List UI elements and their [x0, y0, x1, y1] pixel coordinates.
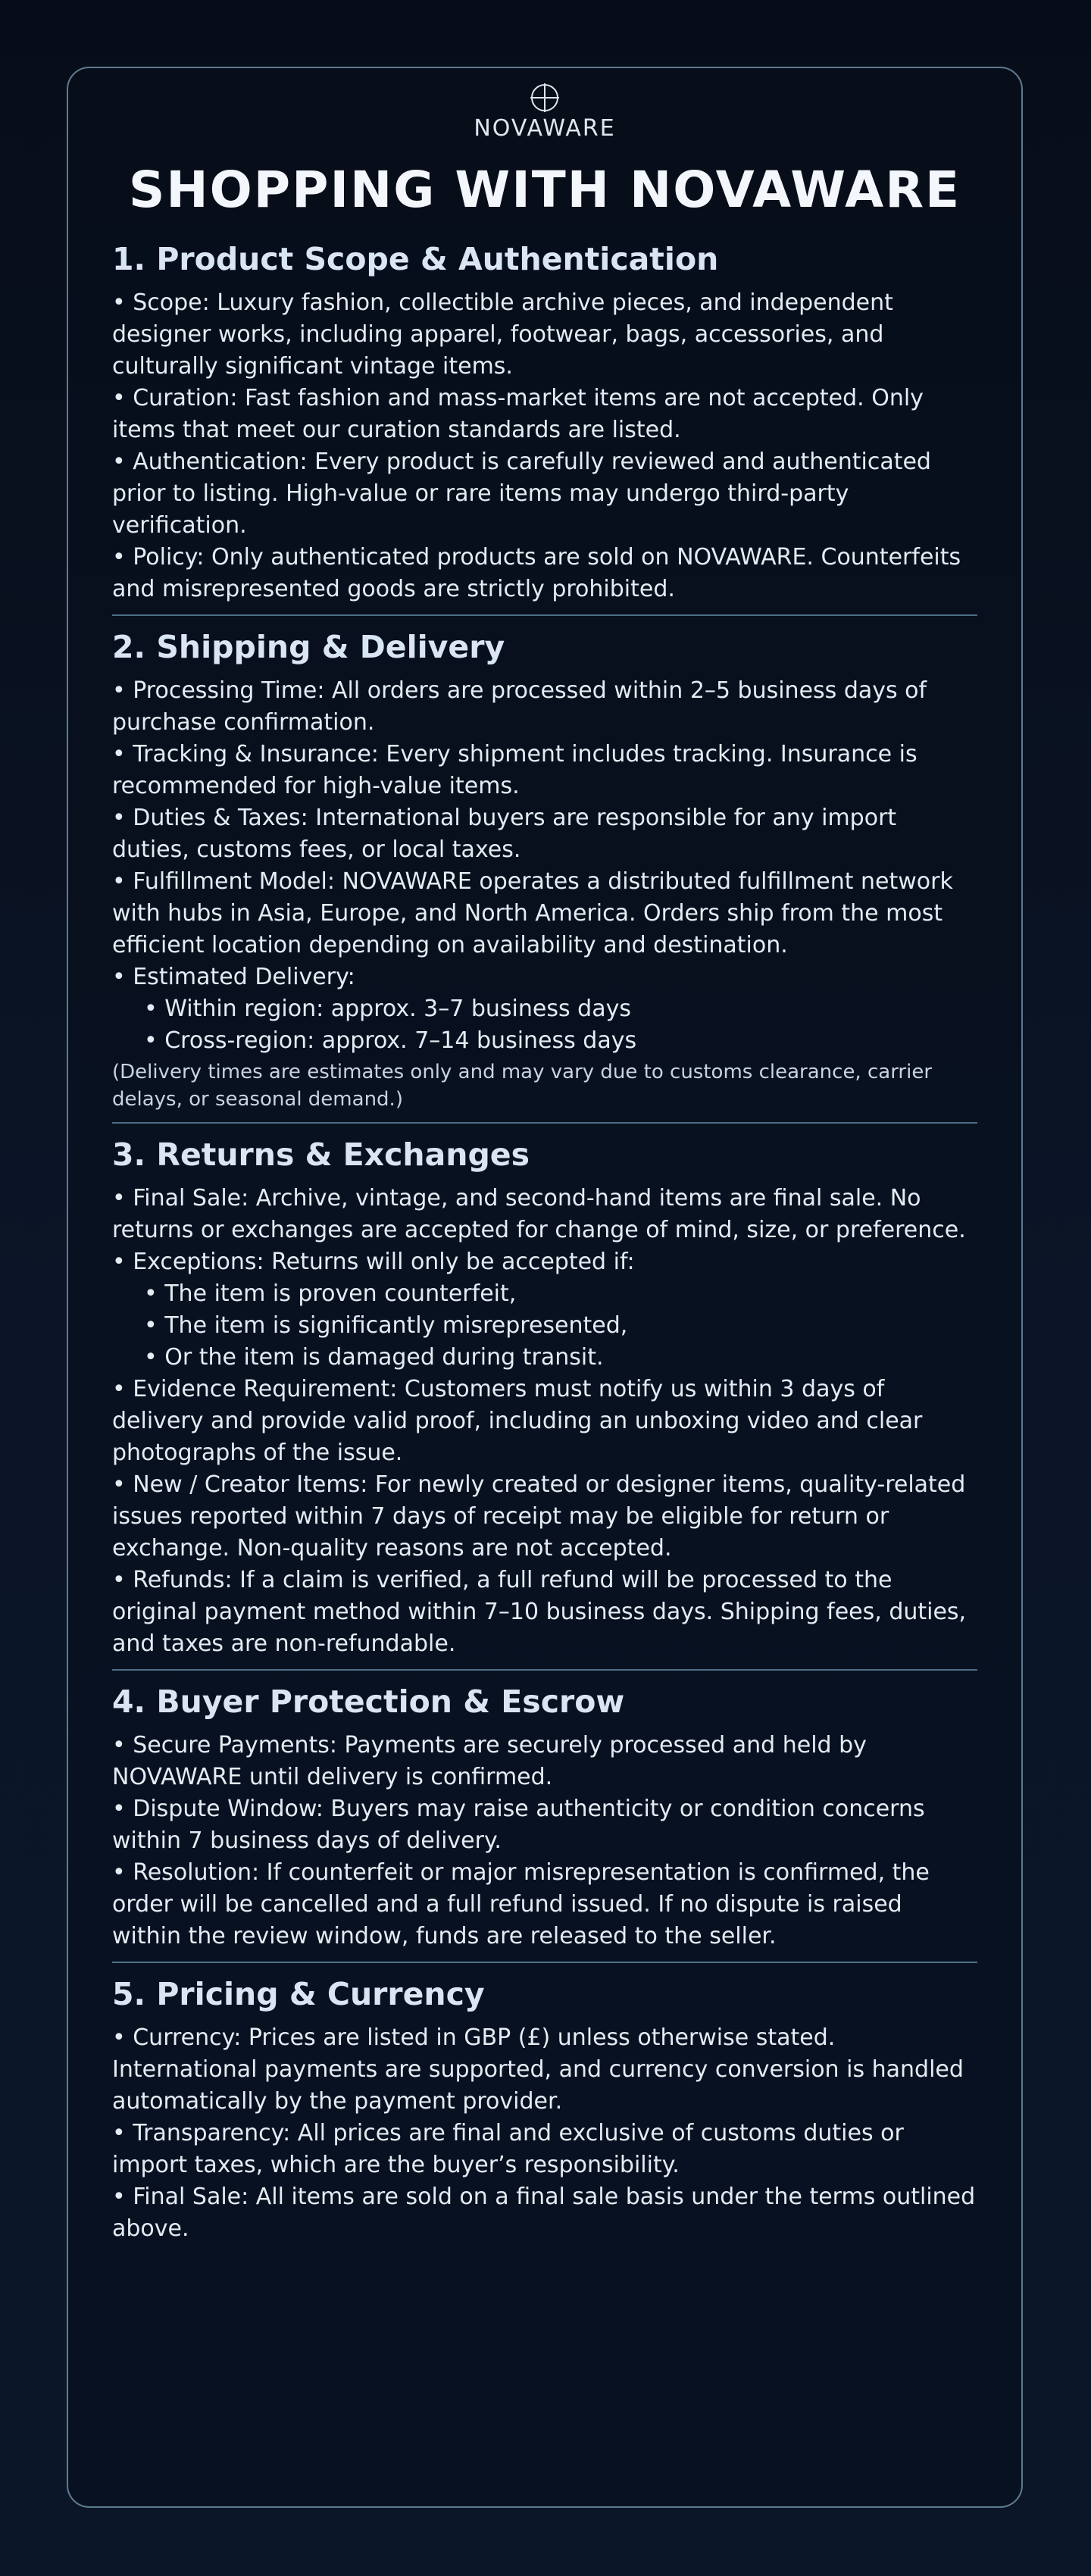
section-title: 1. Product Scope & Authentication [112, 241, 719, 277]
delivery-note: (Delivery times are estimates only and may vary due to customs clearance, carrier delays, or seasonal demand.) [112, 1061, 933, 1111]
policy-item: • Evidence Requirement: Customers must notify us within 3 days of delivery and provide valid proof, including an unboxing video and clear photographs of the issue. [112, 1376, 923, 1466]
section-title: 2. Shipping & Delivery [112, 629, 505, 665]
brand-name: NOVAWARE [474, 115, 616, 142]
policy-item: • Curation: Fast fashion and mass-market items are not accepted. Only items that meet our curation standards are listed. [112, 385, 924, 443]
page-title: SHOPPING WITH NOVAWARE [128, 161, 961, 219]
section-buyer-protection [112, 1669, 977, 1962]
brand-header [68, 82, 1021, 142]
policy-item: • Scope: Luxury fashion, collectible archive pieces, and independent designer works, including apparel, footwear, bags, accessories, and culturally significant vintage items. [112, 289, 893, 380]
policy-item: • Duties & Taxes: International buyers are responsible for any import duties, customs fees, or local taxes. [112, 805, 897, 863]
policy-item: • Processing Time: All orders are processed within 2–5 business days of purchase confirmation. [112, 677, 927, 736]
policy-content [112, 239, 977, 2254]
policy-item: • Dispute Window: Buyers may raise authenticity or condition concerns within 7 business days of delivery. [112, 1796, 925, 1854]
policy-card [67, 67, 1023, 2508]
section-shipping [112, 614, 977, 1122]
policy-item: • Final Sale: Archive, vintage, and second-hand items are final sale. No returns or exchanges are accepted for change of mind, size, or preference. [112, 1185, 966, 1243]
policy-subitem: • The item is proven counterfeit, [144, 1280, 517, 1307]
policy-item: • Tracking & Insurance: Every shipment includes tracking. Insurance is recommended for high-value items. [112, 741, 918, 799]
policy-item: • Refunds: If a claim is verified, a full refund will be processed to the original payment method within 7–10 business days. Shipping fees, duties, and taxes are non-refundable. [112, 1567, 967, 1657]
policy-item: • Final Sale: All items are sold on a final sale basis under the terms outlined above. [112, 2184, 976, 2242]
policy-item: • Estimated Delivery: [112, 964, 355, 990]
policy-item: • Exceptions: Returns will only be accepted if: [112, 1249, 635, 1275]
policy-subitem: • Cross-region: approx. 7–14 business days [144, 1027, 637, 1054]
policy-subitem: • Within region: approx. 3–7 business days [144, 996, 631, 1022]
section-returns [112, 1122, 977, 1669]
policy-subitem: • The item is significantly misrepresented, [144, 1312, 628, 1339]
policy-subitem: • Or the item is damaged during transit. [144, 1344, 604, 1371]
crosshair-globe-icon [529, 82, 561, 114]
policy-item: • Currency: Prices are listed in GBP (£) unless otherwise stated. International payments are supported, and currency conversion is handled automatically by the payment provider. [112, 2024, 964, 2115]
policy-item: • New / Creator Items: For newly created or designer items, quality-related issues reported within 7 days of receipt may be eligible for return or exchange. Non-quality reasons are not accepted. [112, 1471, 966, 1562]
section-product-scope [112, 239, 977, 614]
section-title: 5. Pricing & Currency [112, 1976, 485, 2012]
policy-item: • Fulfillment Model: NOVAWARE operates a distributed fulfillment network with hubs in Asia, Europe, and North America. Orders ship from the most efficient location depending on availability and destination. [112, 868, 953, 958]
policy-item: • Policy: Only authenticated products are sold on NOVAWARE. Counterfeits and misrepresented goods are strictly prohibited. [112, 544, 961, 602]
section-title: 3. Returns & Exchanges [112, 1136, 530, 1173]
policy-item: • Secure Payments: Payments are securely processed and held by NOVAWARE until delivery is confirmed. [112, 1732, 867, 1790]
section-pricing [112, 1962, 977, 2254]
policy-item: • Transparency: All prices are final and exclusive of customs duties or import taxes, which are the buyer’s responsibility. [112, 2120, 904, 2178]
policy-item: • Authentication: Every product is carefully reviewed and authenticated prior to listing. High-value or rare items may undergo third-party verification. [112, 449, 931, 539]
section-title: 4. Buyer Protection & Escrow [112, 1683, 625, 1720]
policy-item: • Resolution: If counterfeit or major misrepresentation is confirmed, the order will be cancelled and a full refund issued. If no dispute is raised within the review window, funds are released to the seller. [112, 1859, 930, 1949]
